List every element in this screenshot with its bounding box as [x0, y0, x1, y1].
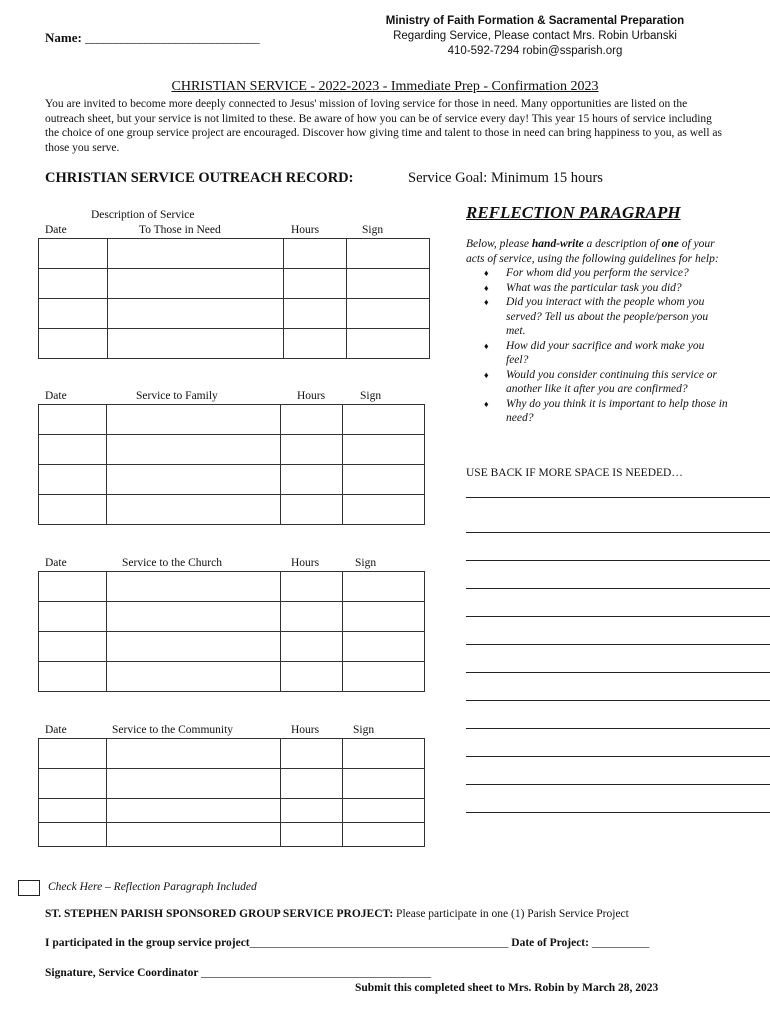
family-table — [38, 404, 425, 525]
participated-label: I participated in the group service project — [45, 937, 250, 949]
name-line[interactable]: _____________________________ — [85, 30, 260, 45]
table-cell[interactable] — [107, 769, 281, 799]
family-date-header: Date — [45, 390, 67, 402]
table-cell[interactable] — [107, 739, 281, 769]
table-cell[interactable] — [107, 662, 281, 692]
diamond-bullet-icon: ♦ — [484, 369, 489, 380]
name-field[interactable] — [45, 30, 259, 46]
table-cell[interactable] — [281, 769, 343, 799]
table-cell[interactable] — [108, 239, 284, 269]
need-desc-header-2: To Those in Need — [139, 224, 221, 236]
writing-line[interactable] — [466, 700, 770, 701]
list-item: ♦ Did you interact with the people whom you served? Tell us about the people/person you met. — [484, 296, 709, 337]
church-date-header: Date — [45, 557, 67, 569]
table-cell[interactable] — [281, 799, 343, 823]
table-cell[interactable] — [343, 495, 425, 525]
table-cell[interactable] — [107, 405, 281, 435]
church-desc-header: Service to the Church — [122, 557, 222, 569]
table-cell[interactable] — [281, 602, 343, 632]
table-cell[interactable] — [343, 405, 425, 435]
use-back-note: USE BACK IF MORE SPACE IS NEEDED… — [466, 467, 683, 479]
table-cell[interactable] — [39, 739, 107, 769]
table-cell[interactable] — [284, 239, 347, 269]
intro-paragraph: You are invited to become more deeply connected to Jesus' mission of loving service for those in need. Many opportunities are listed on the outreach sheet, but your service is not limited to these. Be aware of how you can be of service every day! This year 15 hours of service including the choice of one group service project are encouraged. Discover how giving time and talent to those in need can bring happiness to you, as well as those you serve. — [45, 98, 723, 154]
church-table — [38, 571, 425, 692]
table-cell[interactable] — [284, 329, 347, 359]
table-cell[interactable] — [39, 269, 108, 299]
table-cell[interactable] — [107, 602, 281, 632]
table-cell[interactable] — [39, 299, 108, 329]
community-date-header: Date — [45, 724, 67, 736]
table-cell[interactable] — [347, 329, 430, 359]
table-cell[interactable] — [39, 602, 107, 632]
service-goal: Service Goal: Minimum 15 hours — [408, 170, 603, 186]
diamond-bullet-icon: ♦ — [484, 398, 489, 409]
family-hours-header: Hours — [297, 390, 326, 402]
table-cell[interactable] — [39, 329, 108, 359]
table-cell[interactable] — [107, 572, 281, 602]
table-cell[interactable] — [347, 269, 430, 299]
contact-line: Regarding Service, Please contact Mrs. Robin Urbanski — [393, 30, 677, 42]
table-cell[interactable] — [343, 662, 425, 692]
table-cell[interactable] — [107, 823, 281, 847]
ministry-title: Ministry of Faith Formation & Sacramental Preparation — [385, 15, 685, 27]
reflection-title: REFLECTION PARAGRAPH — [466, 203, 681, 222]
family-desc-header: Service to Family — [136, 390, 218, 402]
table-cell[interactable] — [343, 602, 425, 632]
date-of-project-label: Date of Project: — [508, 937, 592, 949]
signature-label: Signature, Service Coordinator — [45, 967, 202, 979]
writing-line[interactable] — [466, 756, 770, 757]
table-cell[interactable] — [343, 769, 425, 799]
diamond-bullet-icon: ♦ — [484, 282, 489, 293]
group-project-note: ST. STEPHEN PARISH SPONSORED GROUP SERVICE PROJECT: Please participate in one (1) Parish Service Project — [45, 908, 629, 920]
list-item: ♦ Would you consider continuing this service or another like it after you are confirmed? — [484, 368, 718, 395]
table-cell[interactable] — [281, 823, 343, 847]
table-cell[interactable] — [107, 632, 281, 662]
writing-line[interactable] — [466, 532, 770, 533]
table-cell[interactable] — [343, 799, 425, 823]
table-cell[interactable] — [281, 632, 343, 662]
guideline-list — [466, 266, 728, 426]
reflection-instructions — [466, 237, 728, 426]
writing-line[interactable] — [466, 784, 770, 785]
phone-email: 410-592-7294 robin@ssparish.org — [447, 45, 623, 57]
need-sign-header: Sign — [362, 224, 384, 236]
church-sign-header: Sign — [355, 557, 377, 569]
table-cell[interactable] — [108, 269, 284, 299]
signature-line — [45, 967, 431, 979]
table-cell[interactable] — [39, 465, 107, 495]
table-cell[interactable] — [284, 269, 347, 299]
table-cell[interactable] — [39, 239, 108, 269]
table-cell[interactable] — [347, 239, 430, 269]
ministry-header — [365, 14, 705, 59]
name-label: Name: — [45, 30, 82, 45]
list-item: ♦ Why do you think it is important to help those in need? — [484, 397, 728, 424]
table-cell[interactable] — [108, 299, 284, 329]
signature-blank[interactable]: ________________________________________ — [201, 967, 432, 979]
participation-line — [45, 937, 649, 949]
date-of-project-blank[interactable]: __________ — [591, 937, 650, 949]
community-sign-header: Sign — [353, 724, 375, 736]
table-cell[interactable] — [107, 465, 281, 495]
writing-line[interactable] — [466, 497, 770, 498]
table-cell[interactable] — [39, 662, 107, 692]
writing-line[interactable] — [466, 616, 770, 617]
table-cell[interactable] — [343, 465, 425, 495]
participated-blank[interactable]: _____________________________________________ — [249, 937, 509, 949]
reflection-included-checkbox[interactable] — [18, 880, 40, 896]
diamond-bullet-icon: ♦ — [484, 297, 489, 307]
table-cell[interactable] — [281, 495, 343, 525]
writing-line[interactable] — [466, 588, 770, 589]
table-cell[interactable] — [343, 739, 425, 769]
table-cell[interactable] — [281, 465, 343, 495]
diamond-bullet-icon: ♦ — [484, 340, 489, 351]
list-item: ♦ For whom did you perform the service? — [484, 267, 689, 279]
table-cell[interactable] — [284, 299, 347, 329]
need-hours-header: Hours — [291, 224, 320, 236]
outreach-record-heading: CHRISTIAN SERVICE OUTREACH RECORD: — [45, 170, 354, 186]
table-cell[interactable] — [107, 495, 281, 525]
need-table — [38, 238, 430, 359]
table-cell[interactable] — [281, 572, 343, 602]
diamond-bullet-icon: ♦ — [484, 268, 489, 278]
table-cell[interactable] — [281, 405, 343, 435]
table-cell[interactable] — [343, 572, 425, 602]
table-cell[interactable] — [281, 739, 343, 769]
writing-line[interactable] — [466, 672, 770, 673]
table-cell[interactable] — [343, 435, 425, 465]
table-cell[interactable] — [39, 632, 107, 662]
community-hours-header: Hours — [291, 724, 320, 736]
family-sign-header: Sign — [360, 390, 382, 402]
list-item: ♦ How did your sacrifice and work make you feel? — [484, 339, 705, 366]
table-cell[interactable] — [281, 662, 343, 692]
table-cell[interactable] — [39, 435, 107, 465]
community-desc-header: Service to the Community — [112, 724, 234, 736]
reflection-intro: Below, please hand-write a description of one of your acts of service, using the following guidelines for help: — [466, 238, 719, 265]
table-cell[interactable] — [343, 632, 425, 662]
writing-line[interactable] — [466, 644, 770, 645]
table-cell[interactable] — [281, 435, 343, 465]
writing-line[interactable] — [466, 812, 770, 813]
writing-line[interactable] — [466, 560, 770, 561]
table-cell[interactable] — [39, 823, 107, 847]
church-hours-header: Hours — [291, 557, 320, 569]
table-cell[interactable] — [39, 769, 107, 799]
check-here-label: Check Here – Reflection Paragraph Included — [48, 881, 257, 893]
table-cell[interactable] — [39, 572, 107, 602]
list-item: ♦ What was the particular task you did? — [484, 281, 682, 294]
table-cell[interactable] — [107, 435, 281, 465]
table-cell[interactable] — [343, 823, 425, 847]
table-cell[interactable] — [108, 329, 284, 359]
submit-instructions: Submit this completed sheet to Mrs. Robin by March 28, 2023 — [355, 982, 659, 994]
writing-line[interactable] — [466, 728, 770, 729]
table-cell[interactable] — [347, 299, 430, 329]
table-cell[interactable] — [107, 799, 281, 823]
need-desc-header-1: Description of Service — [91, 209, 195, 221]
table-cell[interactable] — [39, 799, 107, 823]
page-title: CHRISTIAN SERVICE - 2022-2023 - Immediate Prep - Confirmation 2023 — [171, 79, 599, 94]
need-date-header: Date — [45, 224, 67, 236]
table-cell[interactable] — [39, 405, 107, 435]
community-table — [38, 738, 425, 847]
table-cell[interactable] — [39, 495, 107, 525]
